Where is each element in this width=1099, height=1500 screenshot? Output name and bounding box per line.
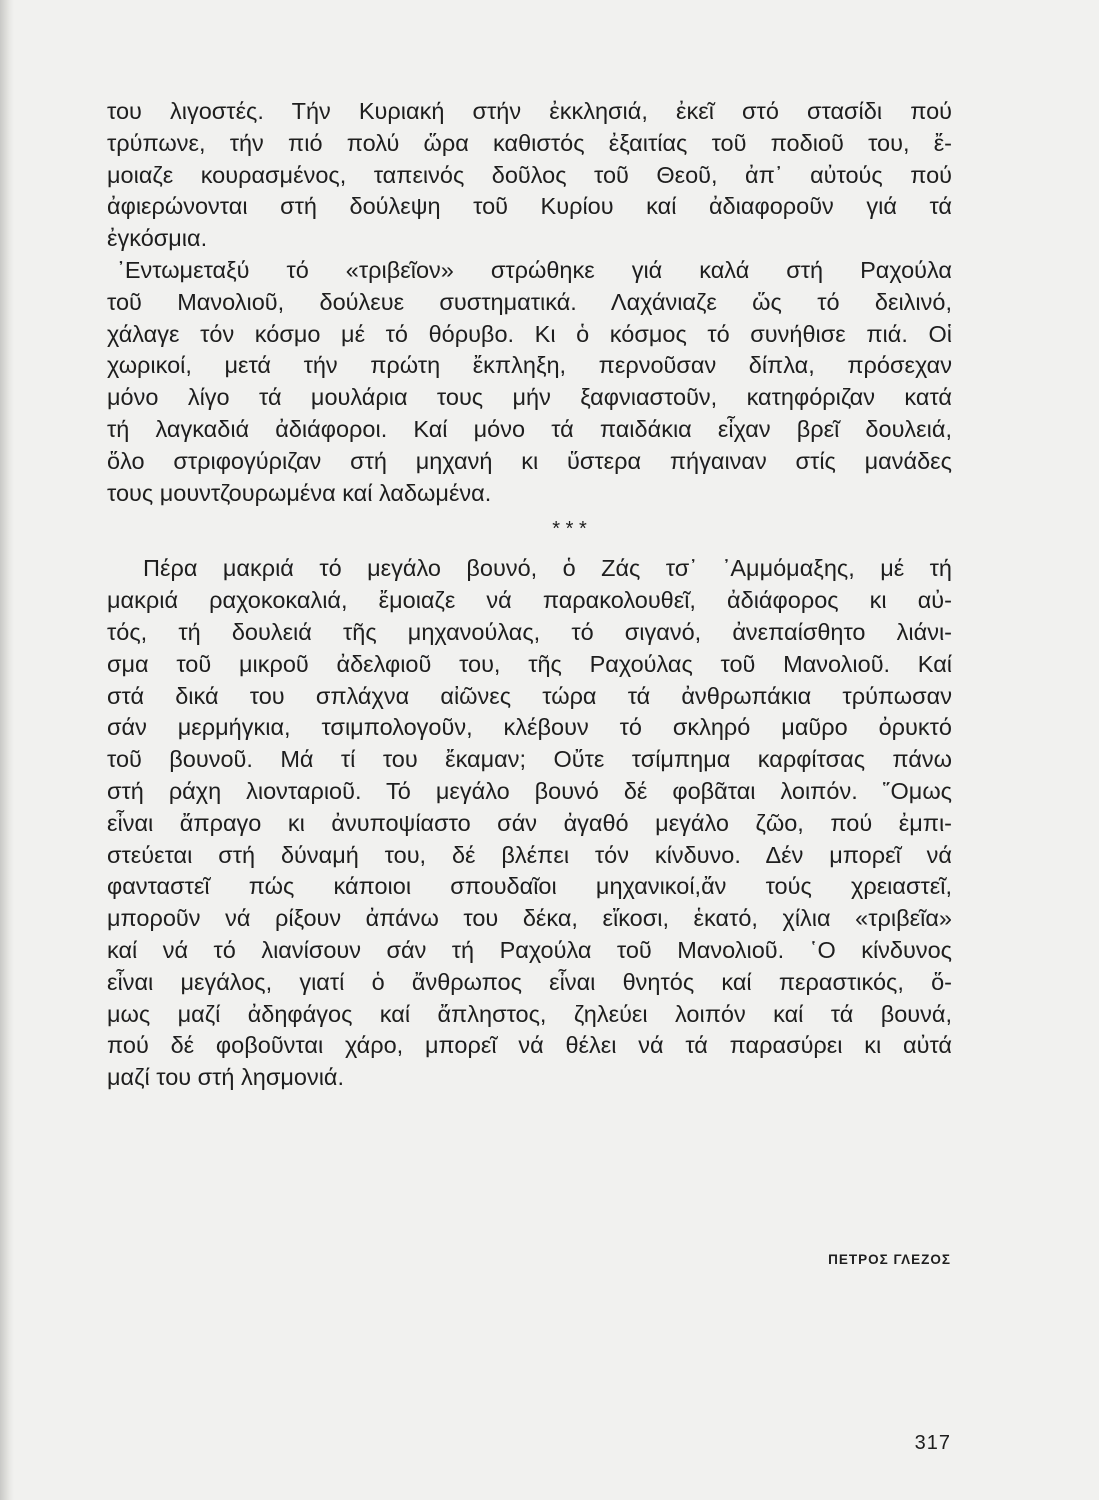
text-line: μποροῦν νά ρίξουν ἀπάνω του δέκα, εἴκοσι, ἑκατό, χίλια «τριβεῖα» [107, 905, 952, 932]
text-line: καί νά τό λιανίσουν σάν τή Ραχούλα τοῦ Μανολιοῦ. ῾Ο κίνδυνος [107, 936, 952, 963]
text-line: ἀφιερώνονται στή δούλεψη τοῦ Κυρίου καί ἀδιαφοροῦν γιά τά [107, 193, 952, 220]
author-signature: ΠΕΤΡΟΣ ΓΛΕΖΟΣ [828, 1252, 951, 1267]
paragraph-1 [107, 96, 952, 255]
text-line: χάλαγε τόν κόσμο μέ τό θόρυβο. Κι ὁ κόσμος τό συνήθισε πιά. Οἱ [107, 320, 952, 347]
text-line: σάν μερμήγκια, τσιμπολογοῦν, κλέβουν τό σκληρό μαῦρο ὀρυκτό [107, 714, 952, 741]
text-line: τή λαγκαδιά ἀδιάφοροι. Καί μόνο τά παιδάκια εἶχαν βρεῖ δουλειά, [107, 415, 952, 442]
text-line: ᾽Εντωμεταξύ τό «τριβεῖον» στρώθηκε γιά καλά στή Ραχούλα [117, 256, 952, 283]
text-line: σμα τοῦ μικροῦ ἀδελφιοῦ του, τῆς Ραχούλας τοῦ Μανολιοῦ. Καί [107, 650, 952, 677]
text-line: τός, τή δουλειά τῆς μηχανούλας, τό σιγανό, ἀνεπαίσθητο λιάνι- [107, 618, 952, 645]
text-line: μοιαζε κουρασμένος, ταπεινός δοῦλος τοῦ Θεοῦ, ἀπ᾽ αὐτούς πού [107, 161, 952, 188]
article-body [107, 96, 952, 1094]
text-line: τοῦ βουνοῦ. Μά τί του ἔκαμαν; Οὔτε τσίμπημα καρφίτσας πάνω [107, 746, 952, 773]
text-line: μόνο λίγο τά μουλάρια τους μήν ξαφνιαστοῦν, κατηφόριζαν κατά [107, 384, 952, 411]
text-line: Πέρα μακριά τό μεγάλο βουνό, ὁ Ζάς τσ᾽ ᾽Αμμόμαξης, μέ τή [143, 555, 952, 582]
text-line: φανταστεῖ πώς κάποιοι σπουδαῖοι μηχανικοί,ἄν τούς χρειαστεῖ, [107, 873, 952, 900]
text-line: μακριά ραχοκοκαλιά, ἔμοιαζε νά παρακολουθεῖ, ἀδιάφορος κι αὐ- [107, 587, 952, 614]
text-line: τρύπωνε, τήν πιό πολύ ὥρα καθιστός ἐξαιτίας τοῦ ποδιοῦ του, ἔ- [107, 129, 952, 156]
text-line: στεύεται στή δύναμή του, δέ βλέπει τόν κίνδυνο. Δέν μπορεῖ νά [107, 841, 952, 868]
section-separator: * * * [552, 518, 587, 541]
text-line: ὅλο στριφογύριζαν στή μηχανή κι ὕστερα πήγαιναν στίς μανάδες [107, 447, 952, 474]
text-line: στά δικά του σπλάχνα αἰῶνες τώρα τά ἀνθρωπάκια τρύπωσαν [107, 682, 952, 709]
text-line: πού δέ φοβοῦνται χάρο, μπορεῖ νά θέλει νά τά παρασύρει κι αὐτά [107, 1032, 952, 1059]
text-line: εἶναι ἄπραγο κι ἀνυποψίαστο σάν ἀγαθό μεγάλο ζῶο, πού ἐμπι- [107, 809, 952, 836]
page-edge-shadow [0, 0, 14, 1500]
text-line: τοῦ Μανολιοῦ, δούλευε συστηματικά. Λαχάνιαζε ὥς τό δειλινό, [107, 288, 952, 315]
text-line: τους μουντζουρωμένα καί λαδωμένα. [107, 479, 492, 506]
text-line: ἐγκόσμια. [107, 225, 208, 252]
text-line: μαζί του στή λησμονιά. [107, 1064, 345, 1091]
text-line: μως μαζί ἀδηφάγος καί ἄπληστος, ζηλεύει λοιπόν καί τά βουνά, [107, 1000, 952, 1027]
paragraph-2 [107, 255, 952, 509]
page-number: 317 [914, 1432, 951, 1454]
text-line: στή ράχη λιονταριοῦ. Τό μεγάλο βουνό δέ φοβᾶται λοιπόν. ῞Ομως [107, 777, 952, 804]
text-line: χωρικοί, μετά τήν πρώτη ἔκπληξη, περνοῦσαν δίπλα, πρόσεχαν [107, 352, 952, 379]
paragraph-3 [107, 553, 952, 1094]
text-line: εἶναι μεγάλος, γιατί ὁ ἄνθρωπος εἶναι θνητός καί περαστικός, ὅ- [107, 968, 952, 995]
text-line: του λιγοστές. Τήν Κυριακή στήν ἐκκλησιά, ἐκεῖ στό στασίδι πού [107, 98, 952, 124]
